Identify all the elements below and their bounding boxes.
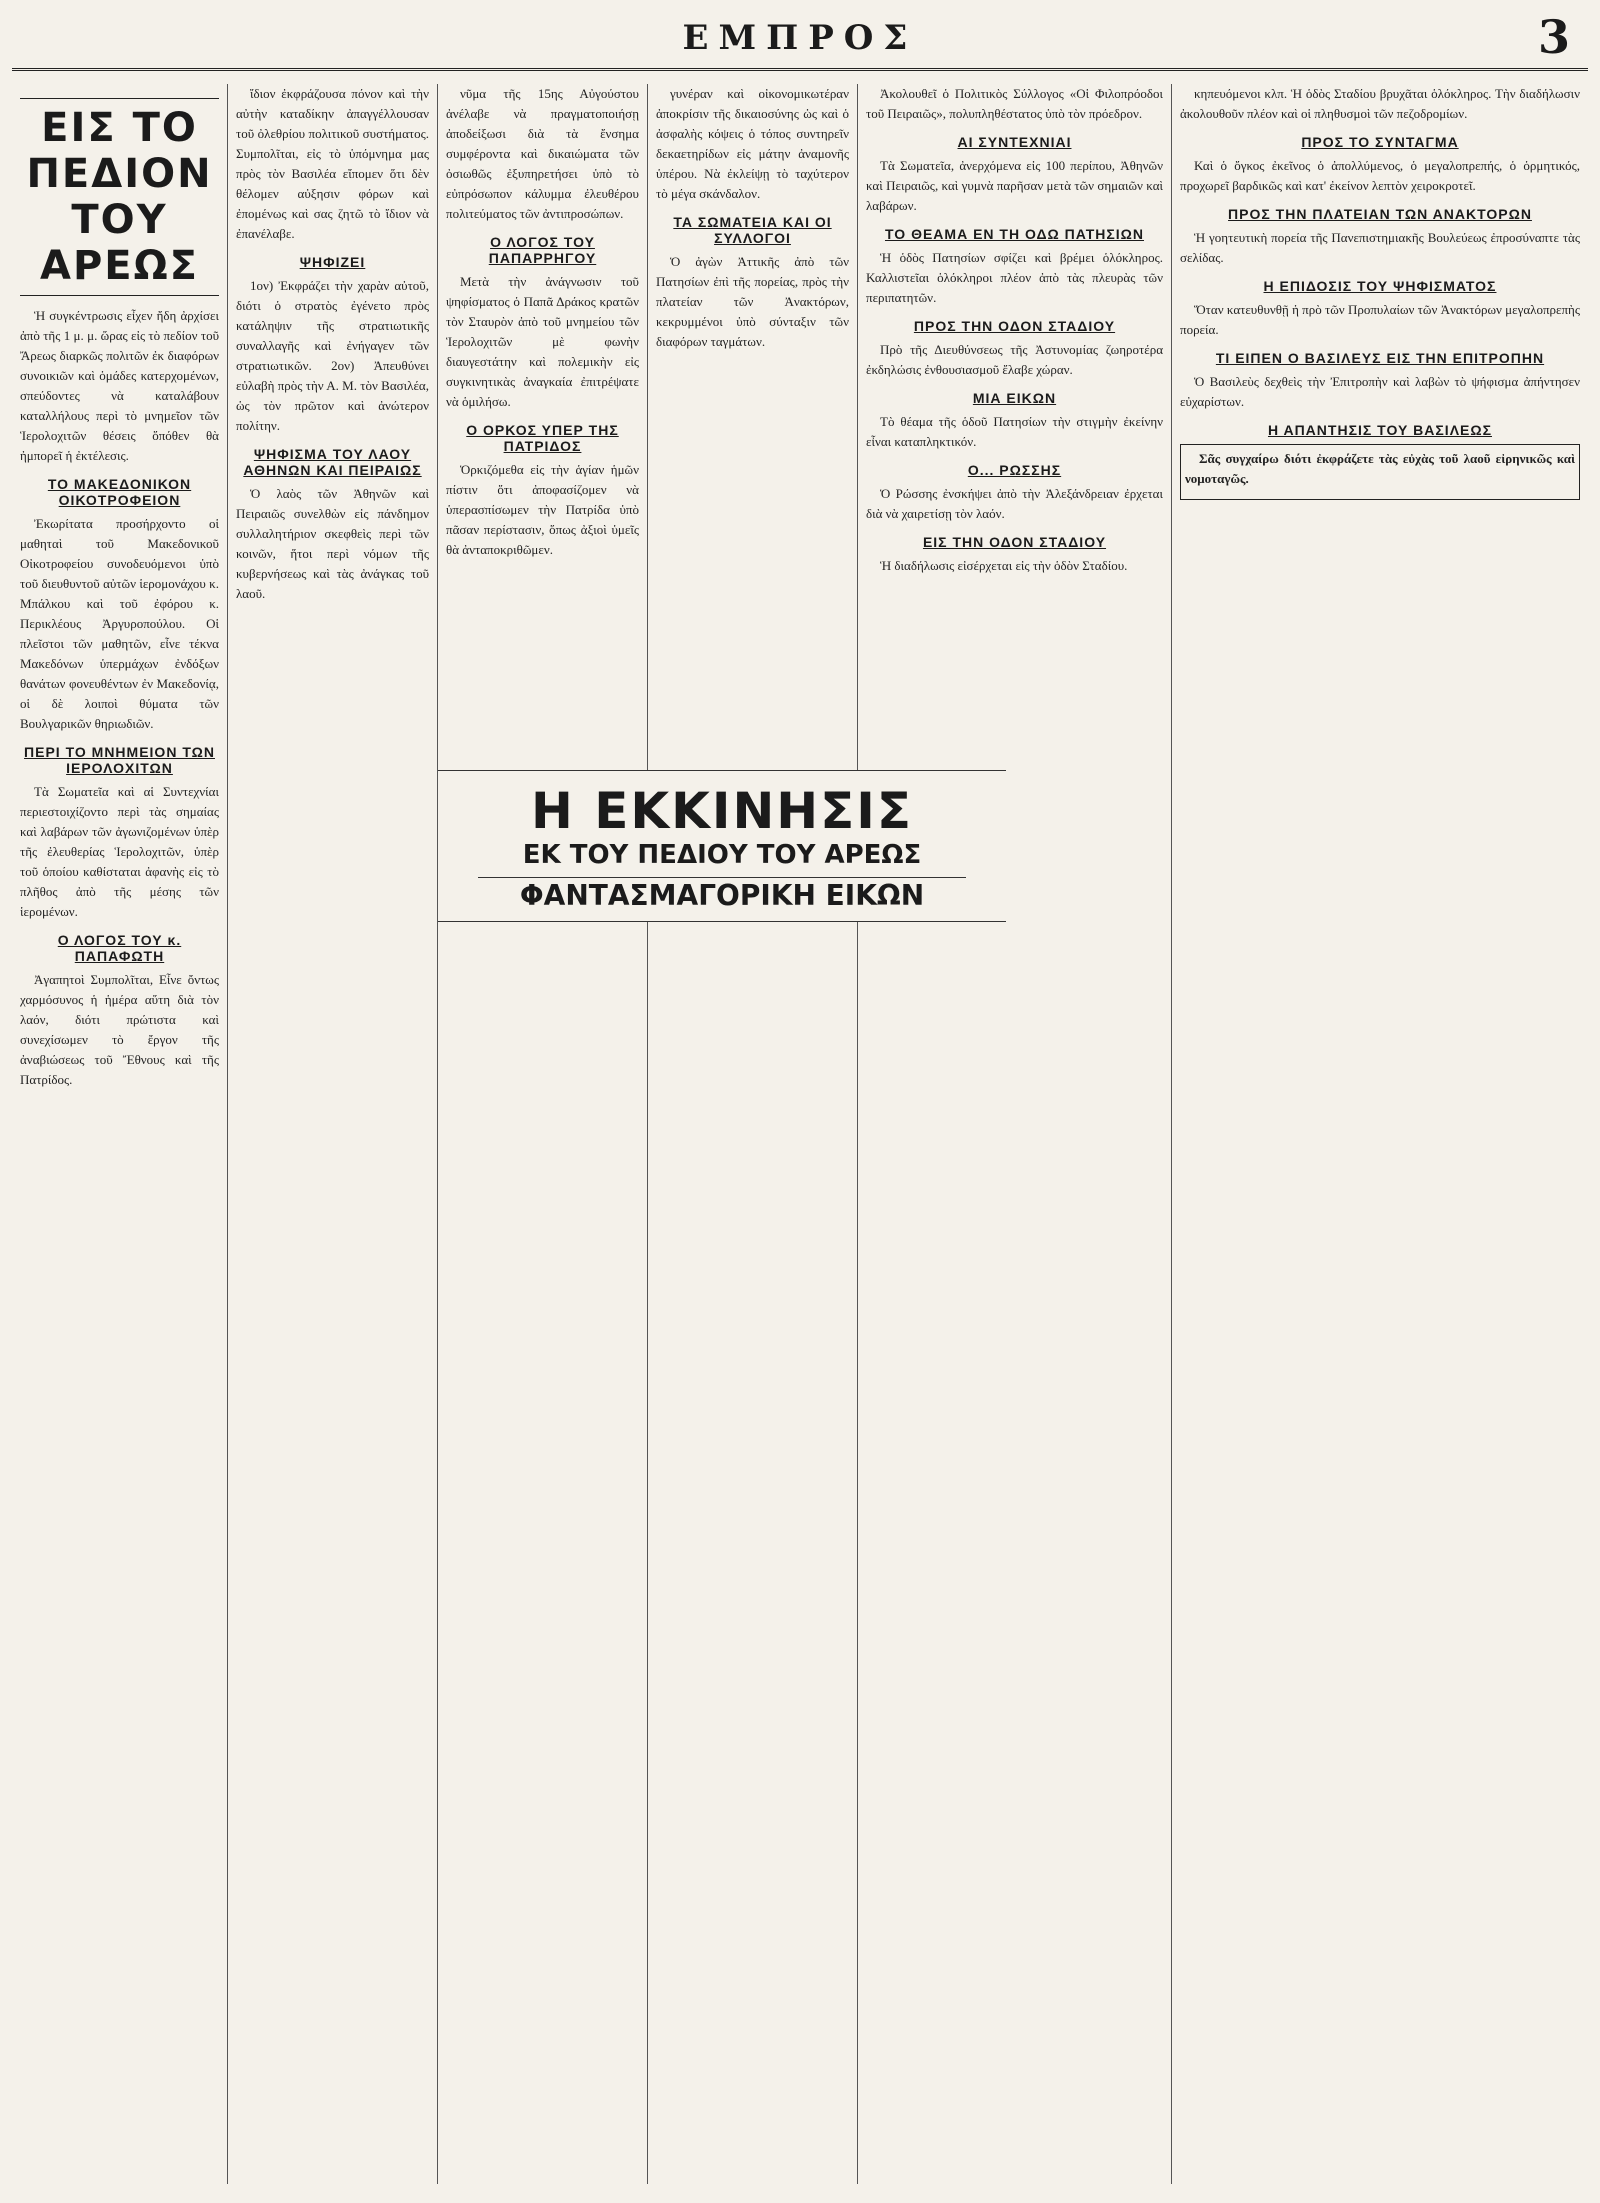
paragraph: Ἀκολουθεῖ ὁ Πολιτικὸς Σύλλογος «Οἱ Φιλοπρόοδοι τοῦ Πειραιῶς», πολυπληθέστατος ὑπὸ τὸν πρόεδρον. [866, 86, 1163, 121]
section-title: Ο ΟΡΚΟΣ ΥΠΕΡ ΤΗΣ ΠΑΤΡΙΔΟΣ [466, 422, 619, 454]
banner-line-1: Η ΕΚΚΙΝΗΣΙΣ [530, 782, 914, 840]
paragraph: Ἡ ὁδὸς Πατησίων σφίζει καὶ βρέμει ὁλόκληρος. Καλλιστεῖαι ὁλόκληροι πλέον ἀπὸ τὰς πλευρὰς τῶν περιπατητῶν. [866, 250, 1163, 305]
section-title: ΜΙΑ ΕΙΚΩΝ [972, 390, 1057, 406]
paragraph: Ὅταν κατευθυνθῇ ἡ πρὸ τῶν Προπυλαίων τῶν Ἀνακτόρων μεγαλοπρεπὴς πορεία. [1180, 302, 1580, 337]
paragraph: Τὰ Σωματεῖα καὶ αἱ Συντεχνίαι περιεστοιχίζοντο περὶ τὰς σημαίας καὶ λαβάρων τῶν ἀγωνιζομένων ὑπὲρ τῆς ἐλευθερίας Ἱερολοχιτῶν, ὑπὲρ τοῦ ὁποίου καθίσταται ἀφανὴς εἰς τὸ πλῆθος ἀπὸ τῆς μέσης τῶν ἱερομένων. [20, 784, 219, 919]
section-title: ΠΕΡΙ ΤΟ ΜΝΗΜΕΙΟΝ ΤΩΝ ΙΕΡΟΛΟΧΙΤΩΝ [24, 744, 215, 776]
paragraph: Μετὰ τὴν ἀνάγνωσιν τοῦ ψηφίσματος ὁ Παπᾶ Δράκος κρατῶν τὸν Σταυρὸν ἀπὸ τοῦ μνημείου τῶν Ἱερολοχιτῶν μὲ φωνὴν διαυγεστάτην καὶ πολεμικὴν εἰς συγκινητικὰς ἀναγκαία ἐπιτρέψατε νὰ ὁμιλήσω. [446, 274, 639, 409]
column-1 [12, 84, 228, 2184]
column-5 [858, 84, 1172, 2184]
paragraph: Ὁ ἀγὼν Ἀττικῆς ἀπὸ τῶν Πατησίων ἐπὶ τῆς πορείας, πρὸς τὴν πλατείαν τῶν Ἀνακτόρων, κεκρυμμένοι ὑπὸ σύνταξιν τῶν διαφόρων ταγμάτων. [656, 254, 849, 349]
paragraph: Ὁ λαὸς τῶν Ἀθηνῶν καὶ Πειραιῶς συνελθὼν εἰς πάνδημον συλλαλητήριον σκεφθεὶς περὶ τῶν κοινῶν, ἥτοι περὶ νόμων τῆς κυβερνήσεως καὶ τὰς ἀνάγκας τοῦ λαοῦ. [236, 486, 429, 601]
section-title: Η ΑΠΑΝΤΗΣΙΣ ΤΟΥ ΒΑΣΙΛΕΩΣ [1267, 422, 1492, 438]
paragraph: 1ον) Ἐκφράζει τὴν χαρὰν αὐτοῦ, διότι ὁ στρατὸς ἐγένετο πρὸς κατάληψιν τῆς στρατιωτικῆς συναλλαγῆς καὶ ἐνήγαγεν τῶν στρατιωτικῶν. 2ον) Ἀπευθύνει εὐλαβὴ πρὸς τὴν Α. Μ. τὸν Βασιλέα, ὡς τὸν πρῶτον καὶ ἀνώτερον πολίτην. [236, 278, 429, 433]
column-4 [648, 84, 858, 2184]
section-title: Ο ΛΟΓΟΣ ΤΟΥ κ. ΠΑΠΑΦΩΤΗ [57, 932, 182, 964]
paragraph: γυνέραν καὶ οἰκονομικωτέραν ἀποκρίσιν τῆς δικαιοσύνης ὡς καὶ ὁ ἀσφαλὴς κόψεις ὁ τόπος συντηρεῖν δεκαετηρίδων εἰς μάτην ἀναμονῆς ὑπέρου. Νὰ ἐκλείψῃ τὸ ταχύτερον τὸ μέγα σκάνδαλον. [656, 86, 849, 201]
article-columns [12, 84, 1588, 2184]
main-headline: ΕΙΣ ΤΟ ΠΕΔΙΟΝ ΤΟΥ ΑΡΕΩΣ [20, 98, 219, 296]
section-title: ΨΗΦΙΖΕΙ [299, 254, 366, 270]
section-title: Ο... ΡΩΣΣΗΣ [967, 462, 1062, 478]
paragraph: Ἡ γοητευτικὴ πορεία τῆς Πανεπιστημιακῆς Βουλεύεως ἐπροσύναπτε τὰς σελίδας. [1180, 230, 1580, 265]
paragraph: νῦμα τῆς 15ης Αὐγούστου ἀνέλαβε νὰ πραγματοποιήσῃ ἀποδείξωσι διὰ τὰ ἔνσημα συμφέροντα καὶ δικαιώματα τῶν ὀσιωθῶς ἐξυπηρετήσει ὑπὸ τὸ εὐπρόσωπον κάλυμμα ἐλευθέρου πολιτεύματος τῶν ἀντιπροσώπων. [446, 86, 639, 221]
section-title: ΠΡΟΣ ΤΟ ΣΥΝΤΑΓΜΑ [1301, 134, 1459, 150]
masthead [12, 6, 1588, 78]
section-title: ΤΙ ΕΙΠΕΝ Ο ΒΑΣΙΛΕΥΣ ΕΙΣ ΤΗΝ ΕΠΙΤΡΟΠΗΝ [1215, 350, 1545, 366]
masthead-rule [12, 68, 1588, 71]
section-title: ΤΟ ΜΑΚΕΔΟΝΙΚΟΝ ΟΙΚΟΤΡΟΦΕΙΟΝ [47, 476, 192, 508]
section-title: ΠΡΟΣ ΤΗΝ ΠΛΑΤΕΙΑΝ ΤΩΝ ΑΝΑΚΤΟΡΩΝ [1228, 206, 1532, 222]
paragraph: Πρὸ τῆς Διευθύνσεως τῆς Ἀστυνομίας ζωηροτέρα ἐκδηλώσις ἐνθουσιασμοῦ ἔλαβε χώραν. [866, 342, 1163, 377]
section-title: ΤΟ ΘΕΑΜΑ ΕΝ ΤΗ ΟΔΩ ΠΑΤΗΣΙΩΝ [884, 226, 1144, 242]
paragraph: Ἐκωρίτατα προσήρχοντο οἱ μαθηταὶ τοῦ Μακεδονικοῦ Οἰκοτροφείου συνοδευόμενοι ὑπὸ τοῦ διευθυντοῦ αὐτῶν ἱερομονάχου κ. Μπάλκου καὶ τοῦ ἐφόρου κ. Περικλέους Ἀργυροπούλου. Οἱ πλεῖστοι τῶν μαθητῶν, εἶνε τέκνα Μακεδόνων ὑπερμάχων ἐνδόξων θανάτων φονευθέντων ἐν Μακεδονίᾳ, οἱ δὲ λοιποὶ θύματα τῶν Βουλγαρικῶν θηριωδιῶν. [20, 516, 219, 731]
column-3 [438, 84, 648, 2184]
paragraph: Τὰ Σωματεῖα, ἀνερχόμενα εἰς 100 περίπου, Ἀθηνῶν καὶ Πειραιῶς, καὶ γυμνὰ παρῆσαν μετὰ τῶν σημαιῶν καὶ λαβάρων. [866, 158, 1163, 213]
paragraph: Ἀγαπητοὶ Συμπολῖται, Εἶνε ὄντως χαρμόσυνος ἡ ἡμέρα αὕτη διὰ τὸν λαόν, διότι πρώτιστα καὶ συνεχίσωμεν τὸ ἔργον τῆς ἀναβιώσεως τοῦ Ἔθνους καὶ τῆς Πατρίδος. [20, 972, 219, 1087]
king-reply-box [1180, 444, 1580, 500]
paragraph: Ὁ Βασιλεὺς δεχθεὶς τὴν Ἐπιτροπὴν καὶ λαβὼν τὸ ψήφισμα ἀπήντησεν εὐχαρίστων. [1180, 374, 1580, 409]
section-title: ΕΙΣ ΤΗΝ ΟΔΟΝ ΣΤΑΔΙΟΥ [922, 534, 1107, 550]
paragraph: Ἡ διαδήλωσις εἰσέρχεται εἰς τὴν ὁδὸν Σταδίου. [880, 558, 1128, 573]
column-6 [1172, 84, 1588, 2184]
paragraph: Ὁρκιζόμεθα εἰς τὴν ἁγίαν ἡμῶν πίστιν ὅτι ἀποφασίζομεν νὰ ὑπερασπίσωμεν τὴν Πατρίδα ὑπὸ πᾶσαν περίστασιν, ὅπως ἀξιοὶ ὑμεῖς θὰ ἀνταποκριθῶμεν. [446, 462, 639, 557]
paragraph: Τὸ θέαμα τῆς ὁδοῦ Πατησίων τὴν στιγμὴν ἐκείνην εἶναι καταπληκτικόν. [866, 414, 1163, 449]
paragraph: Καὶ ὁ ὄγκος ἐκεῖνος ὁ ἀπολλύμενος, ὁ μεγαλοπρεπής, ὁ ὁρμητικός, προχωρεῖ βαρδικῶς καὶ κατ' ἐκείνον λεπτὸν χειροκροτεῖ. [1180, 158, 1580, 193]
section-title: ΑΙ ΣΥΝΤΕΧΝΙΑΙ [957, 134, 1072, 150]
section-title: Ο ΛΟΓΟΣ ΤΟΥ ΠΑΠΑΡΡΗΓΟΥ [488, 234, 597, 266]
section-title: ΠΡΟΣ ΤΗΝ ΟΔΟΝ ΣΤΑΔΙΟΥ [913, 318, 1116, 334]
section-title: ΤΑ ΣΩΜΑΤΕΙΑ ΚΑΙ ΟΙ ΣΥΛΛΟΓΟΙ [673, 214, 832, 246]
newspaper-title: ΕΜΠΡΟΣ [682, 18, 918, 58]
paragraph: Σᾶς συγχαίρω διότι ἐκφράζετε τὰς εὐχὰς τοῦ λαοῦ εἰρηνικῶς καὶ νομοταγῶς. [1185, 451, 1575, 486]
paragraph: κηπευόμενοι κλπ. Ἡ ὁδὸς Σταδίου βρυχᾶται ὁλόκληρος. Τὴν διαδήλωσιν ἀκολουθοῦν πλέον καὶ οἱ πληθυσμοὶ τῶν πεζοδρομίων. [1180, 86, 1580, 121]
column-2 [228, 84, 438, 2184]
banner-line-3: ΦΑΝΤΑΣΜΑΓΟΡΙΚΗ ΕΙΚΩΝ [478, 877, 966, 914]
center-banner [438, 770, 1006, 922]
page-number: 3 [1537, 10, 1570, 64]
section-title: ΨΗΦΙΣΜΑ ΤΟΥ ΛΑΟΥ ΑΘΗΝΩΝ ΚΑΙ ΠΕΙΡΑΙΩΣ [243, 446, 422, 478]
paragraph: ἴδιον ἐκφράζουσα πόνον καὶ τὴν αὐτὴν καταδίκην ἀπαγγέλλουσαν τοῦ ὀλεθρίου πολιτικοῦ συστήματος. Συμπολῖται, εἰς τὸ ὑπόμνημα μας πρὸς τὸν Βασιλέα εἴπομεν ὅτι δὲν θέλομεν αὐξησιν φόρων καὶ ἐπομένως καὶ σας ζητῶ τὸ ἴδιον νὰ ἐπανέλαβε. [236, 86, 429, 241]
paragraph: Ὁ Ρώσσης ἐνσκήψει ἀπὸ τὴν Ἀλεξάνδρειαν ἐρχεται διὰ νὰ χαιρετίσῃ τὸν λαόν. [866, 486, 1163, 521]
paragraph: Ἡ συγκέντρωσις εἶχεν ἤδη ἀρχίσει ἀπὸ τῆς 1 μ. μ. ὥρας εἰς τὸ πεδίον τοῦ Ἄρεως διαρκῶς πολιτῶν ἐκ διαφόρων συνοικιῶν καὶ ὁμάδες κατερχομένων, σπεύδοντες νὰ καταλάβουν καταλλήλους περὶ τὸ μνημεῖον τῶν Ἱερολοχιτῶν θέσεις ὅπόθεν θὰ ἠμπορεῖ ἡ ἐκτέλεσις. [20, 308, 219, 463]
banner-line-2: ΕΚ ΤΟΥ ΠΕΔΙΟΥ ΤΟΥ ΑΡΕΩΣ [522, 840, 922, 870]
section-title: Η ΕΠΙΔΟΣΙΣ ΤΟΥ ΨΗΦΙΣΜΑΤΟΣ [1263, 278, 1497, 294]
